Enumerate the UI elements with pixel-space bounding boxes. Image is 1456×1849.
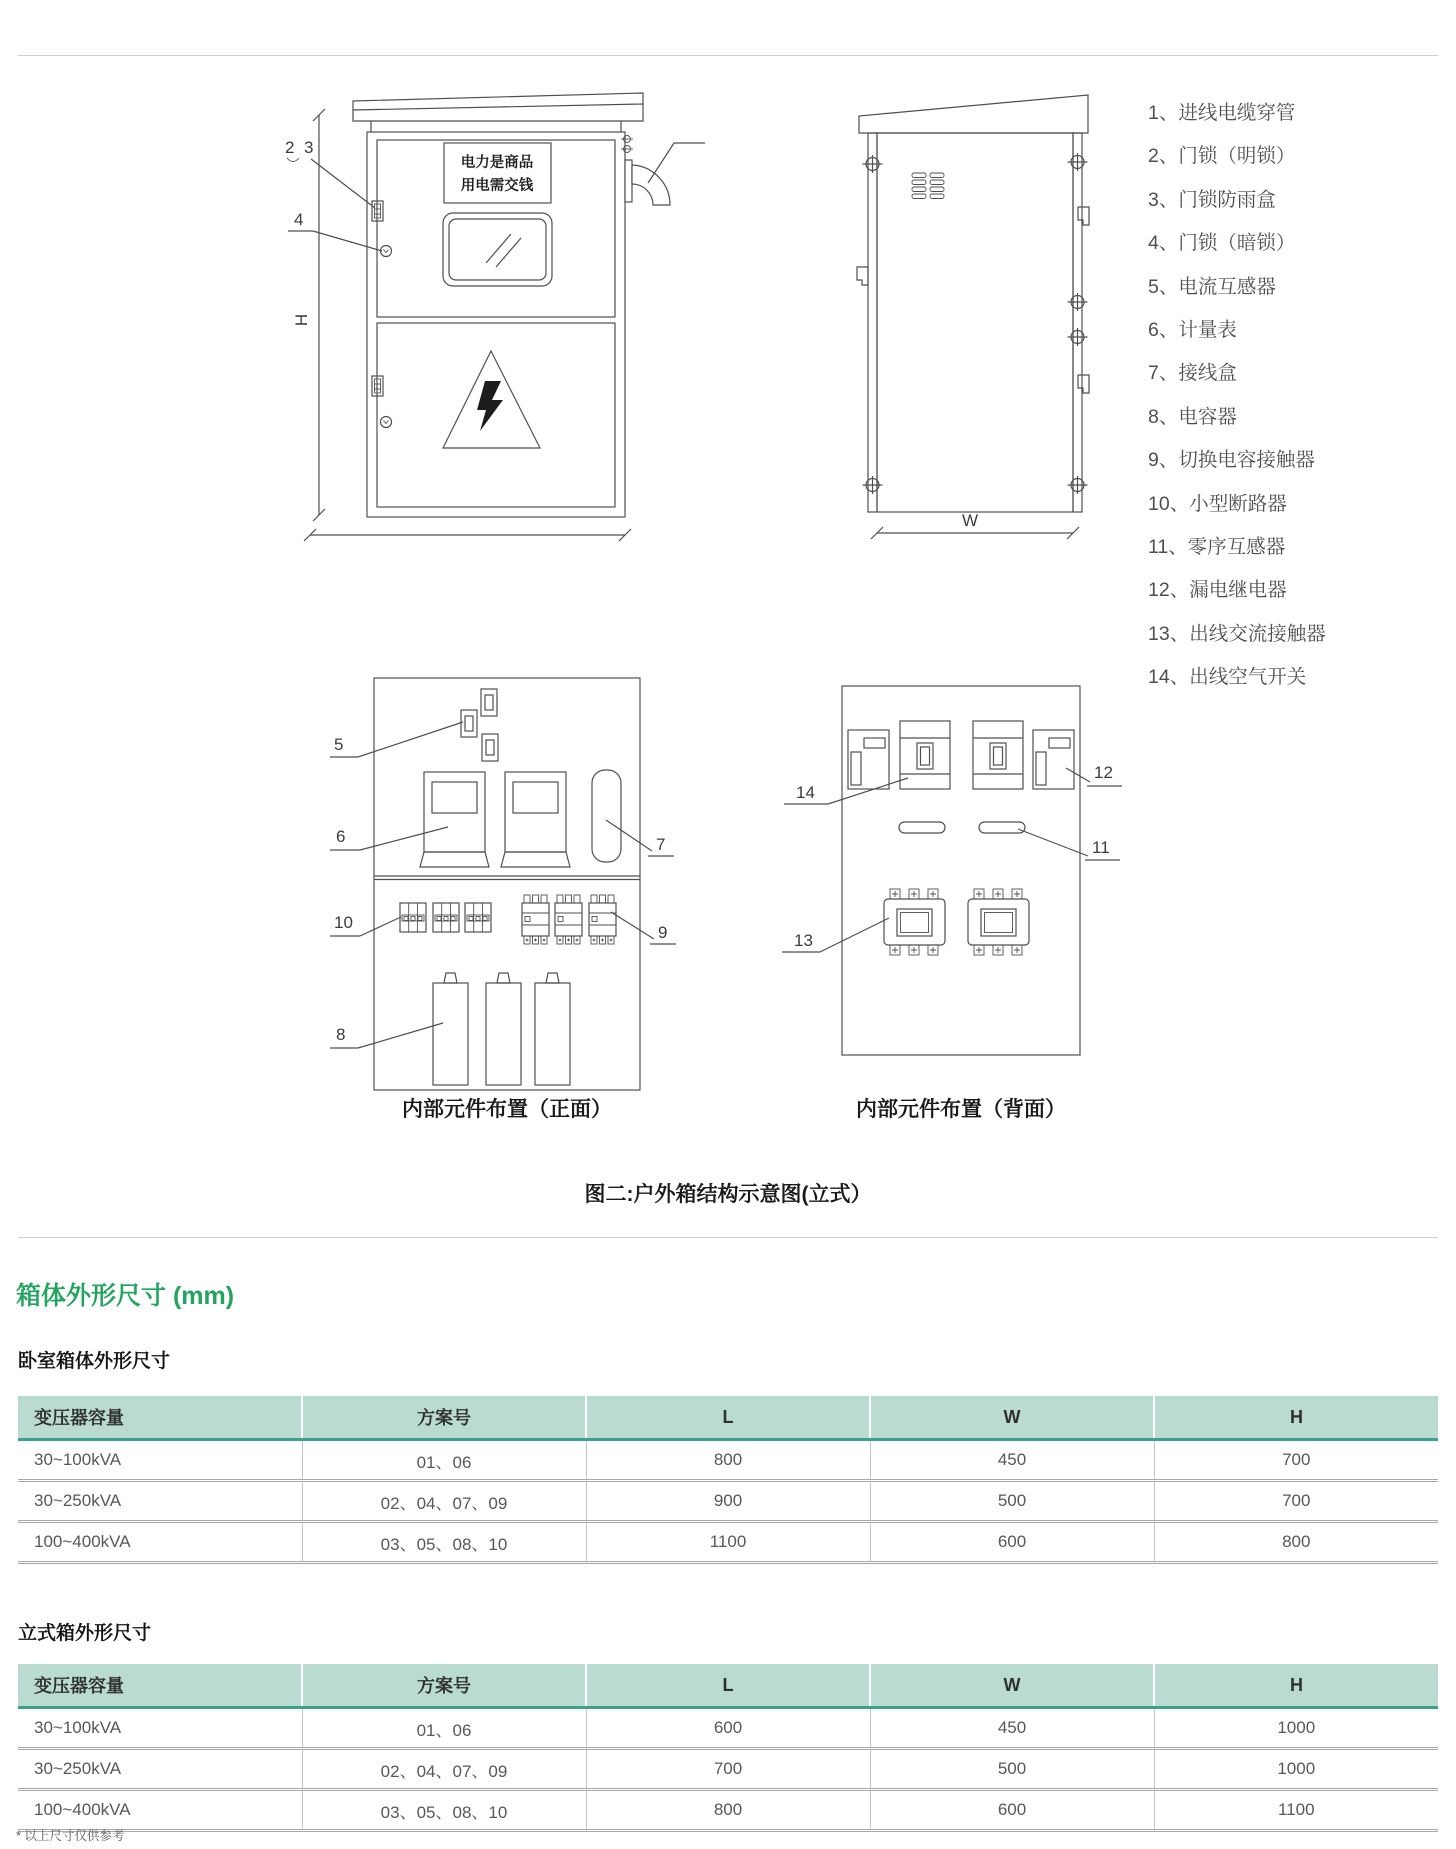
column-header: H [1154,1396,1438,1440]
table-cell: 03、05、08、10 [302,1790,586,1831]
ac-contactor [884,889,945,955]
front-layout-caption: 内部元件布置（正面） [402,1098,612,1121]
width-dimension-back [871,511,1079,539]
current-transformer [482,734,498,761]
sign-text-line1: 电力是商品 [460,155,534,171]
ac-contactor [968,889,1029,955]
table-cell: 450 [870,1708,1154,1749]
table-cell: 800 [586,1790,870,1831]
callout-2: 2 [285,138,295,157]
mini-circuit-breaker [400,903,426,932]
legend-item: 10、小型断路器 [1148,492,1287,515]
top-divider [18,55,1438,56]
legend-item: 7、接线盒 [1148,362,1237,385]
callout-6: 6 [336,827,346,846]
legend-item: 4、门锁（暗锁） [1148,232,1296,255]
hinge-icon [1068,153,1088,171]
table-row [18,1522,1438,1563]
section-divider [18,1237,1438,1238]
dimensions-table-horizontal [18,1396,1438,1564]
hinge-icon [1068,293,1088,311]
column-header: L [586,1396,870,1440]
sign-text-line2: 用电需交钱 [460,178,534,194]
table-header-row [18,1664,1438,1708]
mini-circuit-breaker [465,903,491,932]
capacitor [486,973,521,1085]
height-dimension [292,109,325,521]
table-cell: 1000 [1154,1749,1438,1790]
table-cell: 01、06 [302,1440,586,1481]
energy-meter [501,772,570,867]
legend-item: 9、切换电容接触器 [1148,449,1315,472]
latch-icon [1078,375,1089,393]
table-cell: 800 [586,1440,870,1481]
back-layout-caption: 内部元件布置（背面） [856,1098,1066,1121]
table-row [18,1749,1438,1790]
column-header: W [870,1664,1154,1708]
table-cell: 30~250kVA [18,1481,302,1522]
callout-11: 11 [1092,838,1110,857]
outdoor-box-front-view-drawing [280,85,710,555]
dim-label-h: H [292,313,311,327]
hinge-icon [1068,476,1088,494]
outgoing-air-switch [973,721,1023,789]
table-header-row [18,1396,1438,1440]
column-header: 方案号 [302,1664,586,1708]
capacitor-contactor [589,895,616,944]
table-subtitle-vertical: 立式箱外形尺寸 [18,1623,152,1644]
callout-5: 5 [334,735,344,754]
column-header: 变压器容量 [18,1664,302,1708]
internal-layout-back-drawing [770,660,1140,1140]
capacitor [433,973,468,1085]
mounting-panel-back [842,686,1080,1055]
current-transformer [461,710,477,737]
table-cell: 500 [870,1749,1154,1790]
table-cell: 30~250kVA [18,1749,302,1790]
capacitor [535,973,570,1085]
table-row [18,1790,1438,1831]
callout-8: 8 [336,1025,346,1044]
right-hinge-strip [1073,133,1082,512]
lightning-bolt-icon [477,381,503,431]
callout-7: 7 [656,835,666,854]
internal-layout-front-drawing [330,660,680,1140]
legend-item: 14、出线空气开关 [1148,666,1307,689]
width-dimension-front [304,529,631,541]
table-cell: 700 [586,1749,870,1790]
table-cell: 100~400kVA [18,1790,302,1831]
table-cell: 500 [870,1481,1154,1522]
leakage-relay [848,730,889,789]
latch-icon [1078,207,1089,225]
leakage-relay [1033,730,1074,789]
capacitor-contactor [522,895,549,944]
section-title: 箱体外形尺寸 (mm) [16,1282,235,1310]
dimensions-table-vertical [18,1664,1438,1832]
cable-conduit [625,143,705,205]
callout-4: 4 [294,210,304,229]
callout-3: 3 [304,138,314,157]
callout-14: 14 [796,783,815,802]
roof [859,95,1088,133]
table-cell: 450 [870,1440,1154,1481]
hinge-icon [1068,328,1088,346]
legend-item: 6、计量表 [1148,318,1237,341]
lower-door [377,323,615,507]
table-cell: 1100 [1154,1790,1438,1831]
table-cell: 700 [1154,1440,1438,1481]
table-cell: 800 [1154,1522,1438,1563]
latch-icon [857,267,868,285]
table-cell: 1100 [586,1522,870,1563]
table-subtitle-horizontal: 卧室箱体外形尺寸 [18,1351,171,1372]
table-cell: 600 [870,1522,1154,1563]
outgoing-air-switch [900,721,950,789]
zero-sequence-ct [899,822,945,833]
legend-item: 12、漏电继电器 [1148,579,1287,602]
sign-panel [444,143,551,203]
dim-label-w: W [962,511,979,530]
table-cell: 600 [586,1708,870,1749]
table-row [18,1481,1438,1522]
table-cell: 700 [1154,1481,1438,1522]
energy-meter [420,772,489,867]
legend-item: 13、出线交流接触器 [1148,622,1326,645]
zero-sequence-ct [979,822,1025,833]
legend-item: 1、进线电缆穿管 [1148,102,1296,124]
mini-circuit-breaker [433,903,459,932]
callout-13: 13 [794,931,813,950]
current-transformer [481,689,497,716]
legend-item: 2、门锁（明锁） [1148,145,1296,168]
table-cell: 900 [586,1481,870,1522]
legend-item: 5、电流互感器 [1148,275,1276,298]
column-header: L [586,1664,870,1708]
table-cell: 1000 [1154,1708,1438,1749]
capacitor-contactor [555,895,582,944]
table-cell: 30~100kVA [18,1440,302,1481]
column-header: 变压器容量 [18,1396,302,1440]
legend-item: 11、零序互感器 [1148,535,1286,558]
outdoor-box-back-view-drawing [710,85,1110,555]
column-header: W [870,1396,1154,1440]
table-cell: 100~400kVA [18,1522,302,1563]
junction-box [592,770,621,862]
callout-10: 10 [334,913,353,932]
table-row [18,1440,1438,1481]
table-cell: 02、04、07、09 [302,1481,586,1522]
hinge-detail [621,136,633,153]
legend-item: 8、电容器 [1148,405,1237,428]
component-legend-list [1148,92,1454,699]
legend-item: 3、门锁防雨盒 [1148,188,1276,211]
table-cell: 30~100kVA [18,1708,302,1749]
column-header: H [1154,1664,1438,1708]
hidden-lock-upper [381,246,392,257]
mounting-panel-front [374,678,640,1090]
hidden-lock-lower [381,417,392,428]
callout-12: 12 [1094,763,1113,782]
table-cell: 02、04、07、09 [302,1749,586,1790]
callout-9: 9 [658,923,668,942]
table-cell: 03、05、08、10 [302,1522,586,1563]
footnote: * 以上尺寸仅供参考 [16,1829,125,1843]
cabinet-body [877,133,1073,512]
left-hinge-strip [868,133,877,512]
column-header: 方案号 [302,1396,586,1440]
table-cell: 01、06 [302,1708,586,1749]
table-row [18,1708,1438,1749]
hinge-icon [863,155,883,173]
louver-vents [912,173,944,199]
figure-caption: 图二:户外箱结构示意图(立式） [584,1183,872,1206]
hinge-icon [863,476,883,494]
table-cell: 600 [870,1790,1154,1831]
